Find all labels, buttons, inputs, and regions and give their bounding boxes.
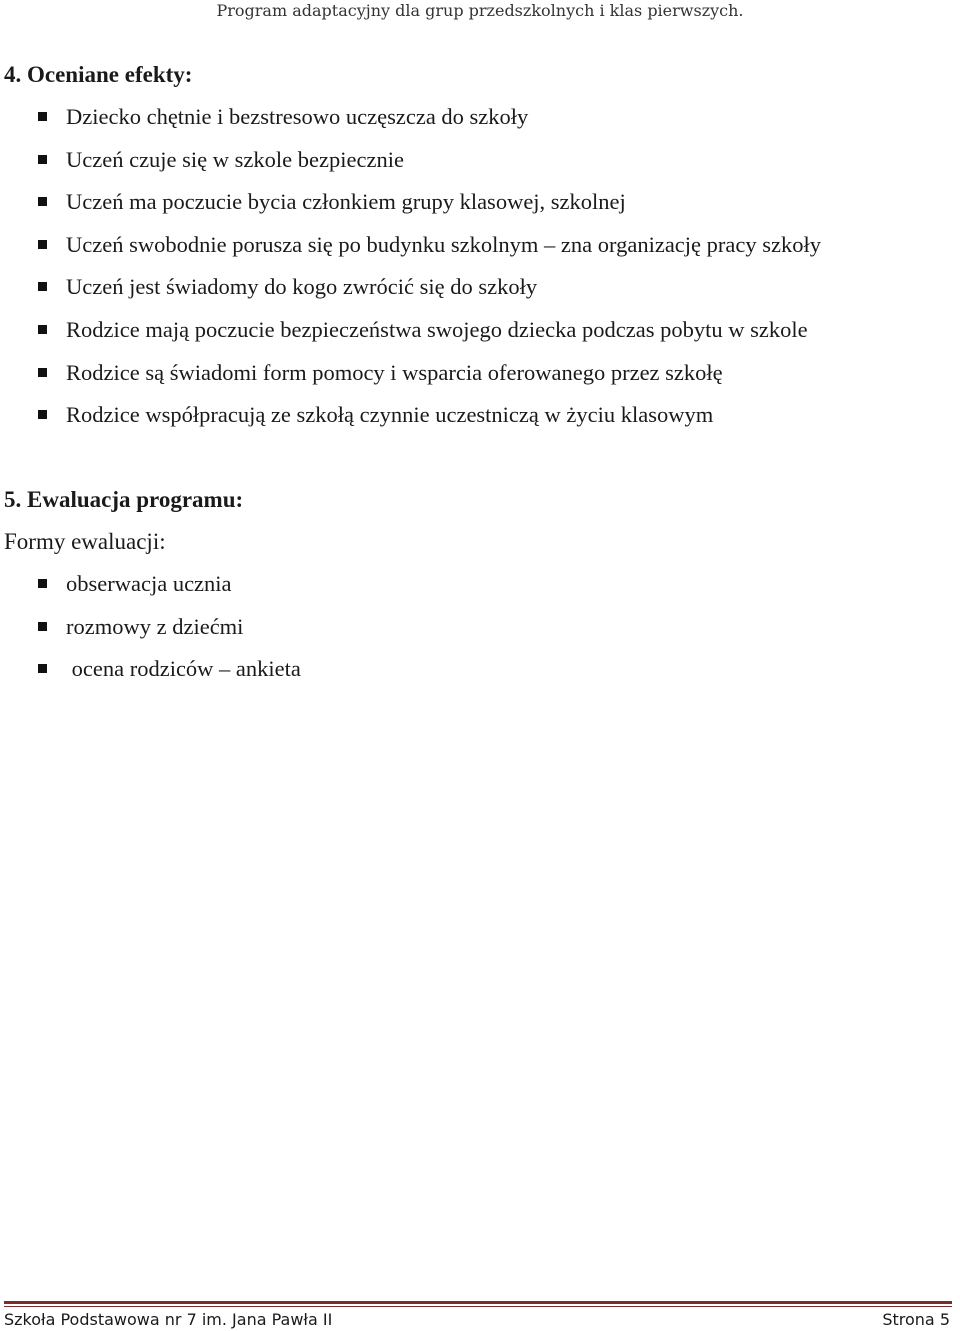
list-item: Uczeń swobodnie porusza się po budynku szkolnym – zna organizację pracy szkoły xyxy=(0,230,940,273)
list-item: Uczeń ma poczucie bycia członkiem grupy klasowej, szkolnej xyxy=(0,187,940,230)
square-bullet-icon xyxy=(38,112,47,121)
section-4-heading: 4. Oceniane efekty: xyxy=(4,62,193,87)
page-header: Program adaptacyjny dla grup przedszkolnych i klas pierwszych. xyxy=(216,1,744,20)
section-5-heading: 5. Ewaluacja programu: xyxy=(4,487,244,512)
list-item: Uczeń jest świadomy do kogo zwrócić się do szkoły xyxy=(0,272,940,315)
square-bullet-icon xyxy=(38,368,47,377)
effects-list xyxy=(0,102,940,443)
square-bullet-icon xyxy=(38,240,47,249)
list-item: Rodzice współpracują ze szkołą czynnie uczestniczą w życiu klasowym xyxy=(0,400,940,443)
square-bullet-icon xyxy=(38,282,47,291)
square-bullet-icon xyxy=(38,410,47,419)
list-item: obserwacja ucznia xyxy=(0,569,940,612)
footer-divider xyxy=(4,1301,952,1304)
square-bullet-icon xyxy=(38,155,47,164)
square-bullet-icon xyxy=(38,664,47,673)
list-item: Dziecko chętnie i bezstresowo uczęszcza do szkoły xyxy=(0,102,940,145)
square-bullet-icon xyxy=(38,197,47,206)
list-item: Uczeń czuje się w szkole bezpiecznie xyxy=(0,145,940,188)
list-item: ocena rodziców – ankieta xyxy=(0,654,940,697)
square-bullet-icon xyxy=(38,579,47,588)
footer-divider-thin xyxy=(4,1306,952,1307)
evaluation-forms-label: Formy ewaluacji: xyxy=(4,529,166,554)
footer-school-name: Szkoła Podstawowa nr 7 im. Jana Pawła II xyxy=(4,1310,333,1329)
square-bullet-icon xyxy=(38,325,47,334)
list-item: rozmowy z dziećmi xyxy=(0,612,940,655)
footer-page-number: Strona 5 xyxy=(882,1310,950,1329)
list-item: Rodzice mają poczucie bezpieczeństwa swojego dziecka podczas pobytu w szkole xyxy=(0,315,940,358)
list-item: Rodzice są świadomi form pomocy i wsparcia oferowanego przez szkołę xyxy=(0,358,940,401)
evaluation-forms-list xyxy=(0,569,940,697)
square-bullet-icon xyxy=(38,622,47,631)
